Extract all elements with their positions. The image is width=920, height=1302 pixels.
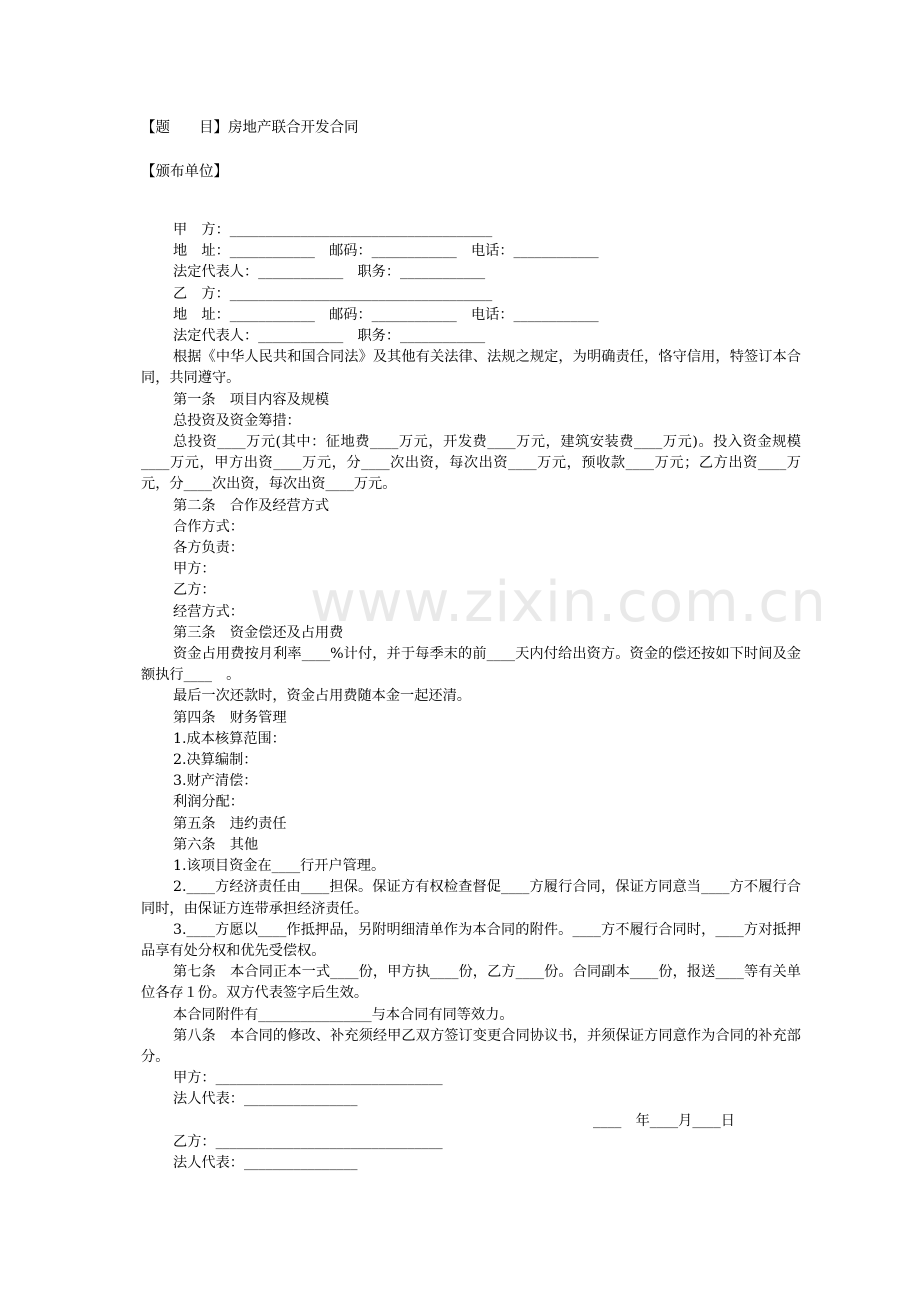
attachment-line: 本合同附件有________________与本合同有同等效力。 <box>173 1006 514 1023</box>
party-b-duty-label: 乙方： <box>173 582 216 599</box>
investment-label: 总投资及资金筹措： <box>173 412 301 429</box>
article-6-heading: 第六条 其他 <box>173 836 259 853</box>
party-b-legal-rep-line: 法人代表：________________ <box>173 1154 358 1171</box>
party-a-name-line: 甲 方：_____________________________________ <box>173 222 493 238</box>
other-item-2: 2.____方经济责任由____担保。保证方有权检查督促____方履行合同，保证方同意当____方不履行合同时，由保证方连带承担经济责任。 <box>141 879 801 917</box>
document-title: 【题 目】房地产联合开发合同 <box>141 120 359 136</box>
other-item-1: 1.该项目资金在____行开户管理。 <box>173 858 386 875</box>
article-5-heading: 第五条 违约责任 <box>173 815 287 832</box>
party-b-name-line: 乙 方：_____________________________________ <box>173 285 493 302</box>
article-7-paragraph: 第七条 本合同正本一式____份，甲方执____份，乙方____份。合同副本____份，报送____等有关单位各存１份。双方代表签字后生效。 <box>141 964 801 1002</box>
article-8-paragraph: 第八条 本合同的修改、补充须经甲乙双方签订变更合同协议书，并须保证方同意作为合同的补充部分。 <box>141 1027 801 1065</box>
party-a-address-line: 地 址：____________ 邮码：____________ 电话：____________ <box>173 243 599 260</box>
party-a-duty-label: 甲方： <box>173 561 216 578</box>
investment-paragraph: 总投资____万元(其中：征地费____万元，开发费____万元，建筑安装费____万元)。投入资金规模____万元，甲方出资____万元，分____次出资，每次出资____万元，预收款____万元；乙方出资____万元，分____次出资，每次出资____万元。 <box>141 434 801 493</box>
article-3-heading: 第三条 资金偿还及占用费 <box>173 624 344 641</box>
party-a-signature-line: 甲方：________________________________ <box>173 1070 443 1087</box>
party-b-address-line: 地 址：____________ 邮码：____________ 电话：____________ <box>173 306 599 323</box>
party-a-representative-line: 法定代表人：____________ 职务：____________ <box>173 264 486 281</box>
issuer-label: 【颁布单位】 <box>141 164 228 180</box>
signing-date-line: ____ 年____月____日 <box>593 1112 735 1129</box>
property-item: 3.财产清偿： <box>173 773 258 790</box>
profit-distribution-label: 利润分配： <box>173 794 244 811</box>
article-2-heading: 第二条 合作及经营方式 <box>173 497 330 514</box>
cooperation-mode-label: 合作方式： <box>173 518 244 535</box>
party-b-representative-line: 法定代表人：____________ 职务：____________ <box>173 328 486 345</box>
responsibilities-label: 各方负责： <box>173 540 244 557</box>
party-b-signature-line: 乙方：________________________________ <box>173 1133 443 1150</box>
party-a-legal-rep-line: 法人代表：________________ <box>173 1091 358 1108</box>
fund-fee-paragraph: 资金占用费按月利率____%计付，并于每季末的前____天内付给出资方。资金的偿还按如下时间及金额执行____ 。 <box>141 646 801 684</box>
other-item-3: 3.____方愿以____作抵押品，另附明细清单作为本合同的附件。____方不履行合同时，____方对抵押品享有处分权和优先受偿权。 <box>141 921 801 959</box>
cost-scope-item: 1.成本核算范围： <box>173 730 286 747</box>
article-1-heading: 第一条 项目内容及规模 <box>173 391 330 408</box>
final-repayment-line: 最后一次还款时，资金占用费随本金一起还清。 <box>173 688 471 705</box>
operation-mode-label: 经营方式： <box>173 603 244 620</box>
settlement-item: 2.决算编制： <box>173 752 258 769</box>
watermark: www.zixin.com.cn <box>310 570 827 635</box>
preamble-paragraph: 根据《中华人民共和国合同法》及其他有关法律、法规之规定，为明确责任，恪守信用，特签订本合同，共同遵守。 <box>141 349 801 387</box>
article-4-heading: 第四条 财务管理 <box>173 709 287 726</box>
contract-body <box>141 220 801 1174</box>
